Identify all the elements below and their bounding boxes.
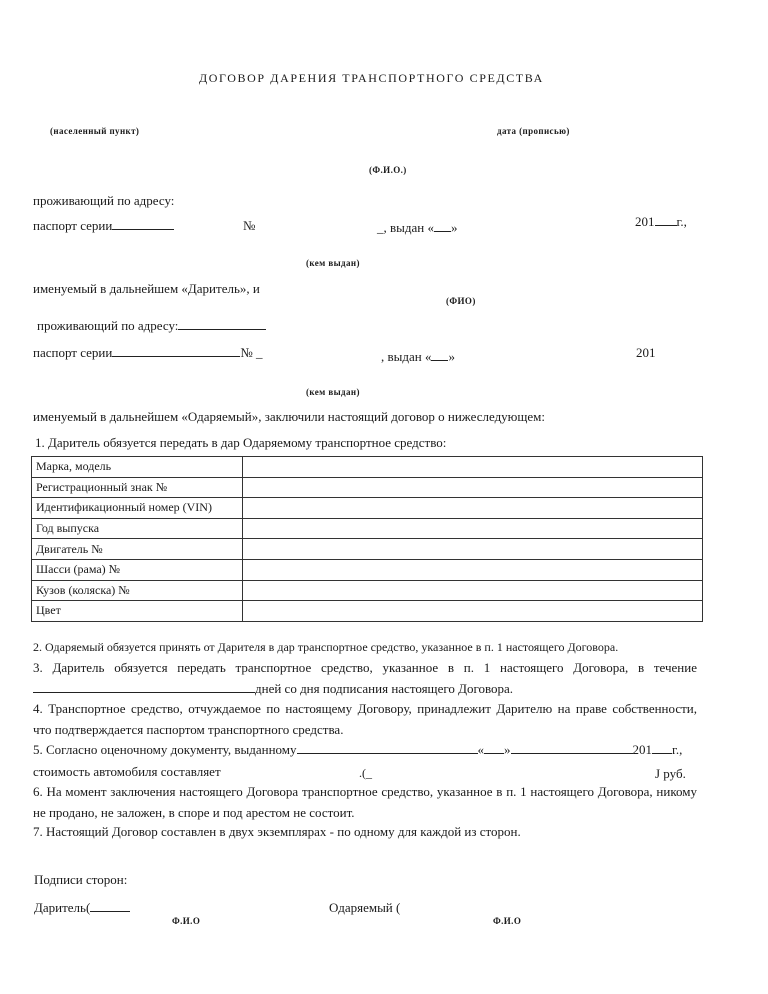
donor-signature-label: Даритель(: [34, 900, 91, 915]
vehicle-color-label: Цвет: [32, 601, 243, 622]
clause-6-line-2: не продано, не заложен, в споре и под арестом не состоит.: [33, 805, 355, 820]
vehicle-year-label: Год выпуска: [32, 518, 243, 539]
vehicle-engine-label: Двигатель №: [32, 539, 243, 560]
recipient-address-field[interactable]: [178, 319, 266, 330]
clause-5-cost: стоимость автомобиля составляет: [33, 764, 221, 779]
vehicle-year-value[interactable]: [243, 518, 703, 539]
recipient-quote-close: »: [448, 349, 455, 364]
recipient-issued-day-field[interactable]: [431, 350, 448, 361]
fio-label: (Ф.И.О.): [369, 165, 407, 175]
clause-5-prefix: 5. Согласно оценочному документу, выданному: [33, 742, 297, 757]
recipient-passport-label: паспорт серии: [33, 345, 113, 360]
donor-fio-caption: Ф.И.О: [172, 916, 201, 926]
donor-issued-day-field[interactable]: [434, 221, 451, 232]
donor-year-field[interactable]: [655, 215, 677, 226]
donor-named: именуемый в дальнейшем «Даритель», и: [33, 281, 260, 296]
recipient-passport-series-field[interactable]: [112, 346, 240, 357]
vehicle-make-value[interactable]: [243, 457, 703, 478]
donor-address: проживающий по адресу:: [33, 193, 175, 208]
recipient-issued-by: (кем выдан): [306, 387, 360, 397]
recipient-number-sign: № _: [240, 345, 263, 360]
valuation-day-field[interactable]: [484, 743, 504, 754]
clause-4-line-1: 4. Транспортное средство, отчуждаемое по настоящему Договору, принадлежит Дарителю на праве собственности,: [33, 701, 697, 716]
donor-year: [635, 214, 687, 230]
donor-passport-line: [33, 218, 174, 234]
table-row: [32, 518, 703, 539]
table-row: [32, 580, 703, 601]
table-row: [32, 539, 703, 560]
vehicle-body-value[interactable]: [243, 580, 703, 601]
table-row: [32, 457, 703, 478]
clause-2: 2. Одаряемый обязуется принять от Дарителя в дар транспортное средство, указанное в п. 1 настоящего Договора.: [33, 640, 619, 654]
vehicle-chassis-label: Шасси (рама) №: [32, 559, 243, 580]
donor-passport-label: паспорт серии: [33, 218, 113, 233]
vehicle-plate-label: Регистрационный знак №: [32, 477, 243, 498]
recipient-fio-label: (ФИО): [446, 296, 476, 306]
clause-3-line-2-wrap: [33, 681, 513, 697]
table-row: [32, 559, 703, 580]
recipient-issued-label: , выдан «: [381, 349, 432, 364]
vehicle-color-value[interactable]: [243, 601, 703, 622]
valuation-year-field[interactable]: [652, 743, 672, 754]
recipient-named: именуемый в дальнейшем «Одаряемый», заключили настоящий договор о нижеследующем:: [33, 409, 546, 424]
donor-year-label: 201: [635, 214, 655, 229]
recipient-signature-label: Одаряемый (: [329, 900, 401, 915]
donor-issued-by: (кем выдан): [306, 258, 360, 268]
table-row: [32, 498, 703, 519]
vehicle-engine-value[interactable]: [243, 539, 703, 560]
date-label: дата (прописью): [497, 126, 570, 136]
recipient-passport-line: [33, 345, 262, 361]
donor-quote-close: »: [450, 220, 458, 235]
clause-5-year-suffix: г.,: [672, 742, 683, 757]
recipient-year: 201: [636, 345, 656, 360]
vehicle-table: [31, 456, 703, 622]
clause-4-line-2: что подтверждается паспортом транспортного средства.: [33, 722, 344, 737]
vehicle-body-label: Кузов (коляска) №: [32, 580, 243, 601]
clause-5-quote-close: »: [504, 742, 511, 757]
valuation-month-field[interactable]: [511, 743, 633, 754]
clause-5-quote-open: «: [477, 742, 485, 757]
clause-5-line-1: [33, 742, 682, 758]
clause-5-mid: .(_: [359, 766, 372, 780]
vehicle-chassis-value[interactable]: [243, 559, 703, 580]
valuation-issuer-field[interactable]: [297, 743, 478, 754]
donor-issued: [377, 220, 457, 236]
transfer-days-field[interactable]: [33, 682, 255, 693]
donor-signature-field[interactable]: [90, 901, 130, 912]
recipient-address: проживающий по адресу:: [37, 318, 179, 333]
vehicle-vin-value[interactable]: [243, 498, 703, 519]
recipient-issued: [381, 349, 455, 365]
clause-5-year: 201: [632, 742, 653, 757]
donor-issued-label: _, выдан «: [377, 220, 434, 235]
recipient-address-line: [37, 318, 266, 334]
signatures-heading: Подписи сторон:: [34, 872, 128, 887]
vehicle-make-label: Марка, модель: [32, 457, 243, 478]
donor-year-suffix: г.,: [676, 214, 687, 229]
clause-3-line-1: 3. Даритель обязуется передать транспортное средство, указанное в п. 1 настоящего Договора, в течение: [33, 660, 697, 675]
recipient-fio-caption: Ф.И.О: [493, 916, 522, 926]
vehicle-vin-label: Идентификационный номер (VIN): [32, 498, 243, 519]
clause-3-line-2: дней со дня подписания настоящего Договора.: [255, 681, 514, 696]
clause-1: 1. Даритель обязуется передать в дар Одаряемому транспортное средство:: [35, 435, 447, 450]
clause-6-line-1: 6. На момент заключения настоящего Договора транспортное средство, указанное в п. 1 настоящего Договора, никому: [33, 784, 697, 799]
clause-7: 7. Настоящий Договор составлен в двух экземплярах - по одному для каждой из сторон.: [33, 824, 521, 839]
donor-number-sign: №: [243, 218, 256, 233]
table-row: [32, 477, 703, 498]
table-row: [32, 601, 703, 622]
donor-signature-line: [34, 900, 130, 916]
donor-passport-series-field[interactable]: [112, 219, 174, 230]
clause-5-rub: J руб.: [655, 766, 686, 781]
vehicle-plate-value[interactable]: [243, 477, 703, 498]
document-title: ДОГОВОР ДАРЕНИЯ ТРАНСПОРТНОГО СРЕДСТВА: [199, 71, 544, 85]
place-label: (населенный пункт): [50, 126, 140, 136]
